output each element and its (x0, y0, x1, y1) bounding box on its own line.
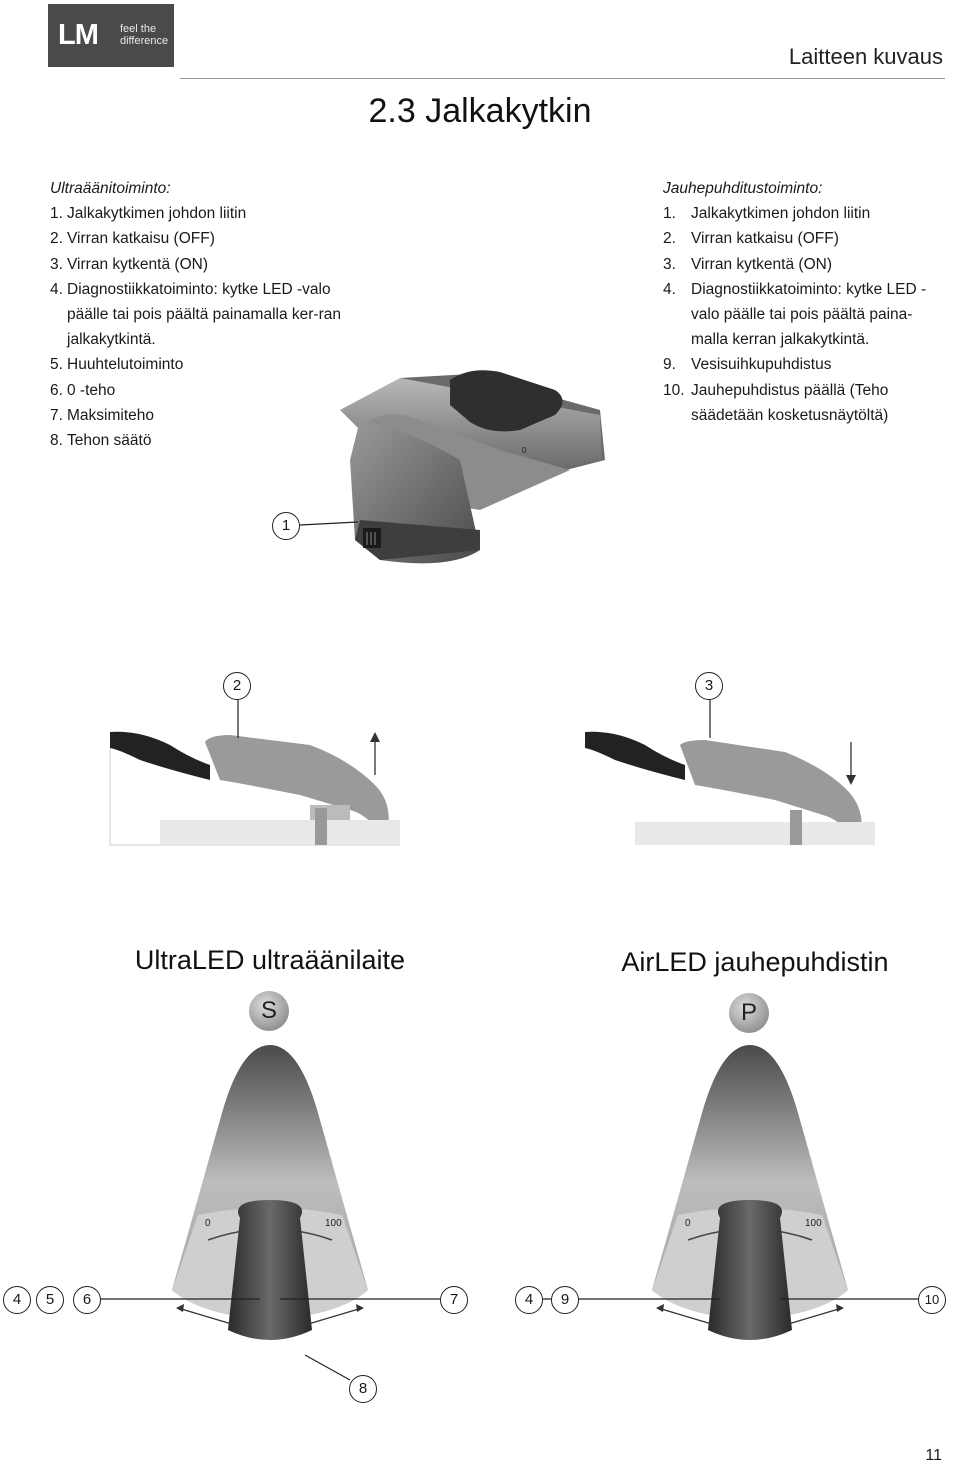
item-number: 10. (663, 381, 685, 399)
dial-min-label: 0 (685, 1218, 691, 1229)
item-number: 1. (663, 205, 676, 223)
list-item (50, 201, 370, 226)
header-divider (180, 78, 945, 79)
item-text: Virran katkaisu (OFF) (691, 230, 839, 248)
logo-tagline-line2: difference (120, 35, 169, 47)
callout-1-leader (300, 515, 360, 535)
callout-6: 6 (73, 1286, 101, 1314)
item-text: Huuhtelutoiminto (67, 356, 184, 374)
callout-5: 5 (36, 1286, 64, 1314)
item-text: Maksimiteho (67, 406, 154, 424)
dial-max-label: 100 (805, 1218, 822, 1229)
item-number: 4. (663, 280, 676, 298)
item-number: 5. (50, 356, 63, 374)
item-text: Virran katkaisu (OFF) (67, 230, 215, 248)
svg-text:0: 0 (522, 446, 527, 455)
callout-8: 8 (349, 1375, 377, 1403)
item-text: Virran kytkentä (ON) (691, 255, 832, 273)
page-title: 2.3 Jalkakytkin (368, 92, 592, 130)
list-item (663, 201, 943, 226)
item-number: 3. (50, 255, 63, 273)
item-number: 4. (50, 280, 63, 298)
list-item (50, 226, 370, 251)
item-text: Diagnostiikkatoiminto: kytke LED -valo päälle tai pois päältä painamalla ker-ran jalkakytkintä. (67, 280, 341, 349)
callout-4-powder: 4 (515, 1286, 543, 1314)
list-item (50, 252, 370, 277)
cable-connector-port (363, 528, 381, 548)
callout-3: 3 (695, 672, 723, 700)
ultrasonic-heading: Ultraäänitoiminto: (50, 180, 171, 197)
ultraled-device-label: UltraLED ultraäänilaite (134, 945, 406, 975)
list-item (50, 277, 370, 353)
section-header: Laitteen kuvaus (788, 44, 943, 69)
item-text: 0 -teho (67, 381, 116, 399)
item-text: Jalkakytkimen johdon liitin (67, 205, 247, 223)
item-text: Jauhepuhdistus päällä (Teho säädetään kosketusnäytöltä) (691, 381, 889, 424)
powder-function-list (663, 176, 943, 428)
item-text: Virran kytkentä (ON) (67, 255, 208, 273)
callout-1: 1 (272, 512, 300, 540)
list-item (663, 277, 943, 353)
callout-4: 4 (3, 1286, 31, 1314)
logo-tagline (120, 23, 168, 47)
list-item (663, 252, 943, 277)
ultrasonic-mode-badge: S (249, 991, 289, 1031)
logo-tagline-line1: feel the (120, 23, 157, 35)
item-number: 9. (663, 356, 676, 374)
callout-2-leader (236, 700, 240, 740)
item-number: 1. (50, 205, 63, 223)
list-item (663, 352, 943, 377)
callout-7: 7 (440, 1286, 468, 1314)
dial-min-label: 0 (205, 1218, 211, 1229)
logo-mark: LM (58, 19, 98, 51)
item-number: 3. (663, 255, 676, 273)
item-text: Diagnostiikkatoiminto: kytke LED -valo päälle tai pois päältä paina-malla kerran jalkakytkintä. (691, 280, 927, 349)
item-text: Jalkakytkimen johdon liitin (691, 205, 871, 223)
item-number: 2. (663, 230, 676, 248)
item-text: Vesisuihkupuhdistus (691, 356, 832, 374)
item-number: 8. (50, 432, 63, 450)
callout-10: 10 (918, 1286, 946, 1314)
callout-9: 9 (551, 1286, 579, 1314)
callout-3-leader (708, 700, 712, 740)
item-number: 2. (50, 230, 63, 248)
list-item (663, 226, 943, 251)
foot-switch-illustration (300, 360, 620, 580)
pedal-side-view-off (110, 690, 400, 850)
callout-2: 2 (223, 672, 251, 700)
dial-max-label: 100 (325, 1218, 342, 1229)
powder-mode-badge: P (729, 993, 769, 1033)
page-number: 11 (925, 1447, 942, 1464)
powder-heading: Jauhepuhditustoiminto: (663, 180, 823, 197)
item-number: 6. (50, 381, 63, 399)
pedal-side-view-on (585, 690, 875, 850)
item-number: 7. (50, 406, 63, 424)
list-item (663, 378, 943, 428)
bottom-callout-leaders (0, 1280, 960, 1400)
item-text: Tehon säätö (67, 432, 152, 450)
brand-logo (48, 4, 174, 67)
airled-device-label: AirLED jauhepuhdistin (621, 947, 889, 977)
